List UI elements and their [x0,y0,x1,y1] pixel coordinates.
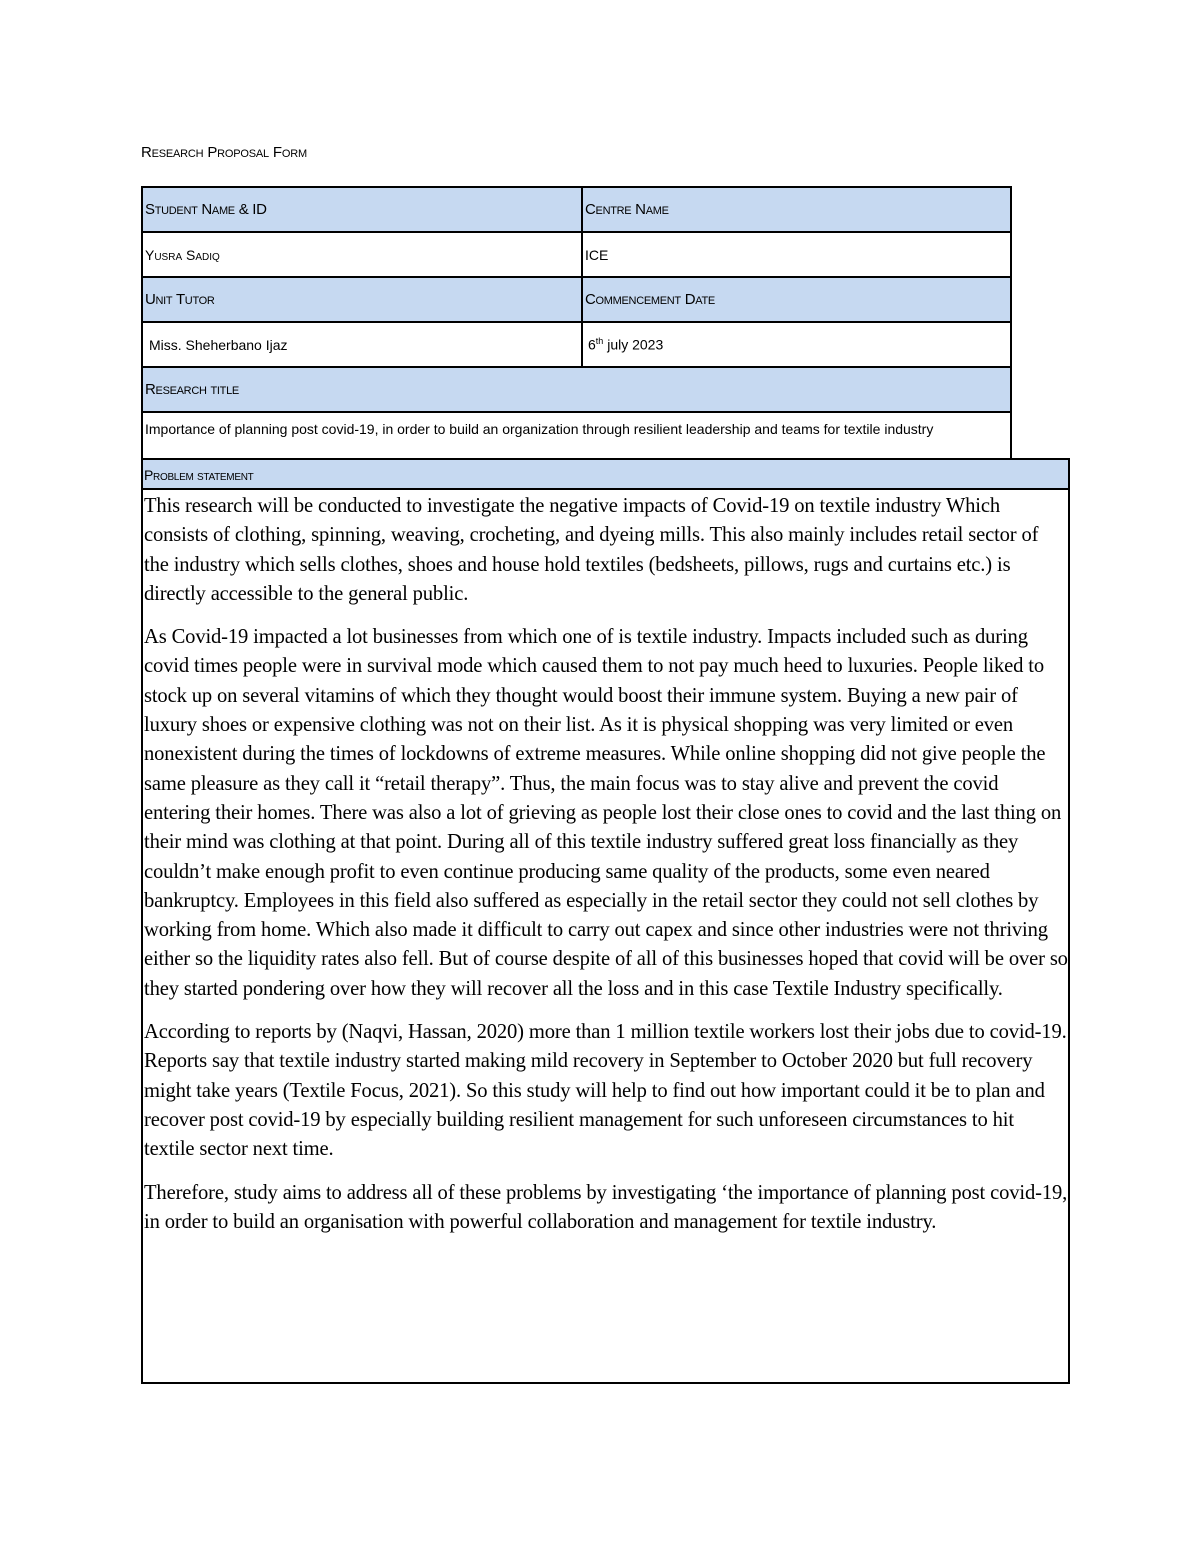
commencement-date-value [582,322,1011,367]
centre-name-value: ICE [582,232,1011,277]
problem-paragraph: As Covid-19 impacted a lot businesses from which one of is textile industry. Impacts included such as during covid times people were in survival mode which caused them to not pay much heed to luxuries. People liked to stock up on several vitamins of which they thought would boost their immune system. Buying a new pair of luxury shoes or expensive clothing was not on their list. As it is physical shopping was very limited or even nonexistent during the times of lockdowns of extreme measures. While online shopping did not give people the same pleasure as they call it “retail therapy”. Thus, the main focus was to stay alive and prevent the covid entering their homes. There was also a lot of grieving as people lost their close ones to covid and the last thing on their mind was clothing at that point. During all of this textile industry suffered great loss financially as they couldn’t make enough profit to even continue producing same quality of the products, some even neared bankruptcy. Employees in this field also suffered as especially in the retail sector they could not sell clothes by working from home. Which also made it difficult to carry out capex and since other industries were not thriving either so the liquidity rates also fell. But of course despite of all of this businesses hoped that covid will be over so they started pondering over how they will recover all the loss and in this case Textile Industry specifically. [144,626,1068,1000]
date-suffix: th [595,336,604,347]
student-name-label: Student Name & ID [142,187,582,232]
date-rest: july 2023 [603,336,664,353]
unit-tutor-label: Unit Tutor [142,277,582,322]
unit-tutor-value: Miss. Sheherbano Ijaz [142,322,582,367]
date-day: 6 [588,336,596,353]
student-name-value: Yusra Sadiq [142,232,582,277]
research-title-label: Research title [142,367,1011,412]
problem-statement-body [143,490,1068,1237]
problem-statement-box [141,458,1070,1384]
proposal-details-table [141,186,1012,459]
form-title: Research Proposal Form [141,144,307,161]
problem-statement-label: Problem statement [143,460,1068,490]
commencement-date-label: Commencement Date [582,277,1011,322]
problem-paragraph: This research will be conducted to investigate the negative impacts of Covid-19 on textile industry Which consists of clothing, spinning, weaving, crocheting, and dyeing mills. This also mainly includes retail sector of the industry which sells clothes, shoes and house hold textiles (bedsheets, pillows, rugs and curtains etc.) is directly accessible to the general public. [144,495,1039,605]
centre-name-label: Centre Name [582,187,1011,232]
problem-paragraph: According to reports by (Naqvi, Hassan, 2020) more than 1 million textile workers lost their jobs due to covid-19. Reports say that textile industry started making mild recovery in September to October 2020 but full recovery might take years (Textile Focus, 2021). So this study will help to find out how important could it be to plan and recover post covid-19 by especially building resilient management for such unforeseen circumstances to hit textile sector next time. [144,1021,1067,1161]
problem-paragraph: Therefore, study aims to address all of these problems by investigating ‘the importance of planning post covid-19, in order to build an organisation with powerful collaboration and management for textile industry. [144,1181,1068,1233]
research-title-value: Importance of planning post covid-19, in order to build an organization through resilient leadership and teams for textile industry [142,412,1011,459]
